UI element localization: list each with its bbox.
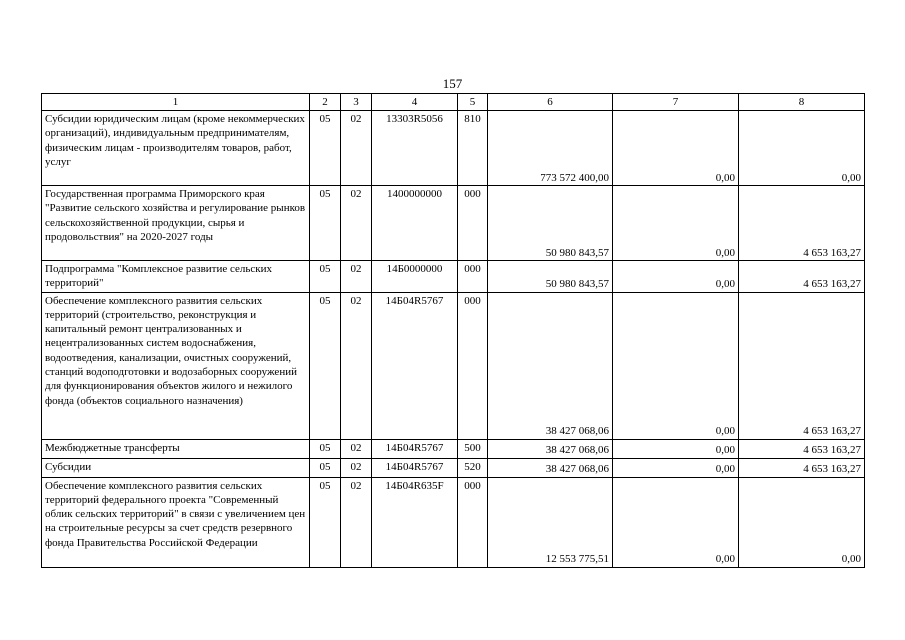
subsection-code: 02 [341, 111, 372, 186]
table-row [42, 458, 865, 477]
amount-col6: 38 427 068,06 [488, 439, 613, 458]
amount-col8: 4 653 163,27 [739, 292, 865, 439]
expense-type-code: 810 [458, 111, 488, 186]
amount-col7: 0,00 [613, 458, 739, 477]
amount-col8: 4 653 163,27 [739, 186, 865, 261]
section-code: 05 [310, 111, 341, 186]
column-header: 8 [739, 94, 865, 111]
amount-col8: 4 653 163,27 [739, 439, 865, 458]
subsection-code: 02 [341, 261, 372, 293]
target-article-code: 14Б04R5767 [372, 458, 458, 477]
subsection-code: 02 [341, 477, 372, 567]
row-description: Обеспечение комплексного развития сельских территорий (строительство, реконструкция и капитальный ремонт централизованных и нецентрализованных систем водоснабжения, водоотведения, канализации, очистных сооружений, станций водоподготовки и водозаборных сооружений для функционирования объектов жилого и нежилого фонда (объектов социального назначения) [42, 292, 310, 439]
amount-col6: 38 427 068,06 [488, 292, 613, 439]
section-code: 05 [310, 186, 341, 261]
subsection-code: 02 [341, 458, 372, 477]
expense-type-code: 000 [458, 261, 488, 293]
amount-col6: 38 427 068,06 [488, 458, 613, 477]
budget-table [41, 93, 865, 568]
amount-col7: 0,00 [613, 261, 739, 293]
amount-col6: 50 980 843,57 [488, 261, 613, 293]
target-article-code: 14Б0000000 [372, 261, 458, 293]
row-description: Субсидии [42, 458, 310, 477]
expense-type-code: 000 [458, 292, 488, 439]
section-code: 05 [310, 292, 341, 439]
column-header: 3 [341, 94, 372, 111]
page-number: 157 [442, 76, 463, 91]
section-code: 05 [310, 477, 341, 567]
expense-type-code: 500 [458, 439, 488, 458]
amount-col6: 12 553 775,51 [488, 477, 613, 567]
subsection-code: 02 [341, 186, 372, 261]
row-description: Межбюджетные трансферты [42, 439, 310, 458]
column-header: 4 [372, 94, 458, 111]
expense-type-code: 000 [458, 186, 488, 261]
amount-col7: 0,00 [613, 477, 739, 567]
amount-col6: 50 980 843,57 [488, 186, 613, 261]
section-code: 05 [310, 261, 341, 293]
table-row [42, 261, 865, 293]
column-header: 5 [458, 94, 488, 111]
row-description: Субсидии юридическим лицам (кроме некоммерческих организаций), индивидуальным предпринимателям, физическим лицам - производителям товаров, работ, услуг [42, 111, 310, 186]
section-code: 05 [310, 458, 341, 477]
subsection-code: 02 [341, 292, 372, 439]
amount-col6: 773 572 400,00 [488, 111, 613, 186]
amount-col7: 0,00 [613, 186, 739, 261]
amount-col8: 0,00 [739, 477, 865, 567]
expense-type-code: 520 [458, 458, 488, 477]
row-description: Подпрограмма "Комплексное развитие сельских территорий" [42, 261, 310, 293]
subsection-code: 02 [341, 439, 372, 458]
table-row [42, 292, 865, 439]
target-article-code: 13303R5056 [372, 111, 458, 186]
amount-col8: 0,00 [739, 111, 865, 186]
section-code: 05 [310, 439, 341, 458]
column-header: 7 [613, 94, 739, 111]
column-header: 2 [310, 94, 341, 111]
expense-type-code: 000 [458, 477, 488, 567]
target-article-code: 14Б04R5767 [372, 292, 458, 439]
amount-col8: 4 653 163,27 [739, 458, 865, 477]
column-header: 1 [42, 94, 310, 111]
table-row [42, 439, 865, 458]
table-row [42, 111, 865, 186]
table-row [42, 477, 865, 567]
row-description: Государственная программа Приморского края "Развитие сельского хозяйства и регулирование рынков сельскохозяйственной продукции, сырья и продовольствия" на 2020-2027 годы [42, 186, 310, 261]
amount-col7: 0,00 [613, 439, 739, 458]
header-row [42, 94, 865, 111]
column-header: 6 [488, 94, 613, 111]
amount-col7: 0,00 [613, 292, 739, 439]
amount-col8: 4 653 163,27 [739, 261, 865, 293]
row-description: Обеспечение комплексного развития сельских территорий федерального проекта "Современный облик сельских территорий" в связи с увеличением цен на строительные ресурсы за счет средств резервного фонда Правительства Российской Федерации [42, 477, 310, 567]
table-row [42, 186, 865, 261]
target-article-code: 14Б04R5767 [372, 439, 458, 458]
target-article-code: 1400000000 [372, 186, 458, 261]
amount-col7: 0,00 [613, 111, 739, 186]
target-article-code: 14Б04R635F [372, 477, 458, 567]
